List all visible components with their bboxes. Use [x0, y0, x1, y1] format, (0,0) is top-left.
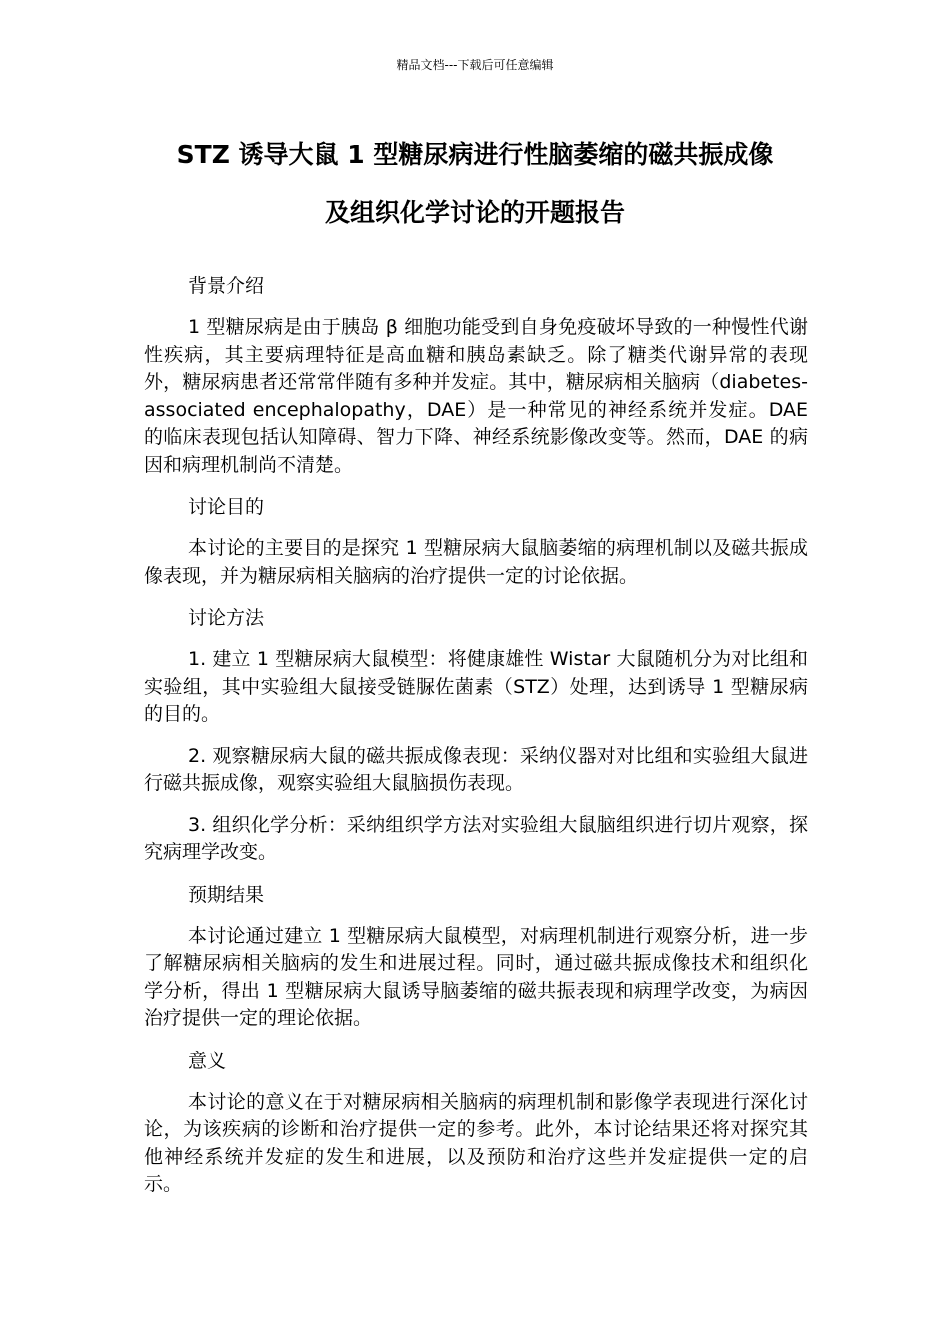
method-item: 3. 组织化学分析：采纳组织学方法对实验组大鼠脑组织进行切片观察，探究病理学改变。	[144, 813, 808, 863]
method-item: 2. 观察糖尿病大鼠的磁共振成像表现：采纳仪器对对比组和实验组大鼠进行磁共振成像，观察实验组大鼠脑损伤表现。	[144, 744, 808, 794]
section-background	[144, 272, 808, 479]
section-purpose	[144, 493, 808, 590]
paragraph: 本讨论的主要目的是探究 1 型糖尿病大鼠脑萎缩的病理机制以及磁共振成像表现，并为糖尿病相关脑病的治疗提供一定的讨论依据。	[144, 537, 808, 587]
section-heading: 背景介绍	[188, 275, 265, 297]
paragraph: 本讨论的意义在于对糖尿病相关脑病的病理机制和影像学表现进行深化讨论，为该疾病的诊断和治疗提供一定的参考。此外，本讨论结果还将对探究其他神经系统并发症的发生和进展，以及预防和治疗这些并发症提供一定的启示。	[144, 1090, 808, 1195]
document-title-line-2: 及组织化学讨论的开题报告	[324, 198, 625, 227]
section-heading: 意义	[188, 1049, 227, 1072]
section-heading: 讨论方法	[188, 607, 265, 629]
section-methods	[144, 604, 808, 867]
method-item: 1. 建立 1 型糖尿病大鼠模型：将健康雄性 Wistar 大鼠随机分为对比组和实验组，其中实验组大鼠接受链脲佐菌素（STZ）处理，达到诱导 1 型糖尿病的目的。	[144, 648, 808, 725]
document-body	[144, 272, 808, 1213]
section-heading: 预期结果	[188, 883, 265, 906]
section-significance	[144, 1047, 808, 1199]
section-expected-results	[144, 881, 808, 1033]
document-title-line-1: STZ 诱导大鼠 1 型糖尿病进行性脑萎缩的磁共振成像	[176, 140, 774, 169]
section-heading: 讨论目的	[188, 496, 265, 518]
page-header-watermark: 精品文档---下载后可任意编辑	[396, 58, 554, 72]
paragraph: 1 型糖尿病是由于胰岛 β 细胞功能受到自身免疫破坏导致的一种慢性代谢性疾病，其主要病理特征是高血糖和胰岛素缺乏。除了糖类代谢异常的表现外，糖尿病患者还常常伴随有多种并发症。其中，糖尿病相关脑病（diabetes-associated encephalopathy，DAE）是一种常见的神经系统并发症。DAE 的临床表现包括认知障碍、智力下降、神经系统影像改变等。然而，DAE 的病因和病理机制尚不清楚。	[144, 316, 808, 476]
paragraph: 本讨论通过建立 1 型糖尿病大鼠模型，对病理机制进行观察分析，进一步了解糖尿病相关脑病的发生和进展过程。同时，通过磁共振成像技术和组织化学分析，得出 1 型糖尿病大鼠诱导脑萎缩的磁共振表现和病理学改变，为病因治疗提供一定的理论依据。	[144, 924, 808, 1029]
